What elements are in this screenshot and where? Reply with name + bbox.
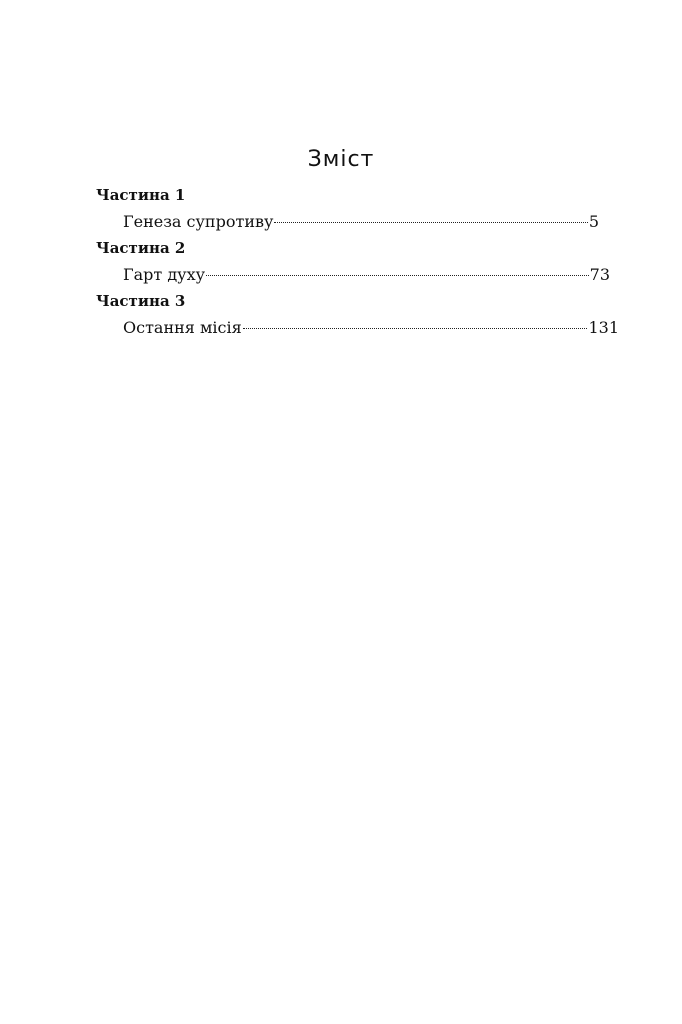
entry-title: Генеза супротиву bbox=[123, 212, 274, 231]
toc-entry[interactable] bbox=[96, 208, 599, 235]
toc-entry[interactable] bbox=[96, 261, 610, 288]
toc-part-2 bbox=[96, 235, 626, 288]
part-title: Частина 3 bbox=[96, 292, 186, 310]
table-of-contents bbox=[96, 182, 626, 341]
page-number: 131 bbox=[588, 318, 619, 337]
dot-leader bbox=[206, 274, 589, 276]
toc-part-1 bbox=[96, 182, 626, 235]
page-number: 5 bbox=[588, 212, 599, 231]
toc-entry[interactable] bbox=[96, 314, 619, 341]
page-number: 73 bbox=[589, 265, 610, 284]
page-title: Зміст bbox=[307, 147, 375, 172]
part-title: Частина 1 bbox=[96, 186, 186, 204]
part-title: Частина 2 bbox=[96, 239, 186, 257]
entry-title: Остання місія bbox=[123, 318, 242, 337]
toc-part-3 bbox=[96, 288, 626, 341]
dot-leader bbox=[274, 221, 587, 223]
dot-leader bbox=[243, 327, 588, 329]
entry-title: Гарт духу bbox=[123, 265, 206, 284]
